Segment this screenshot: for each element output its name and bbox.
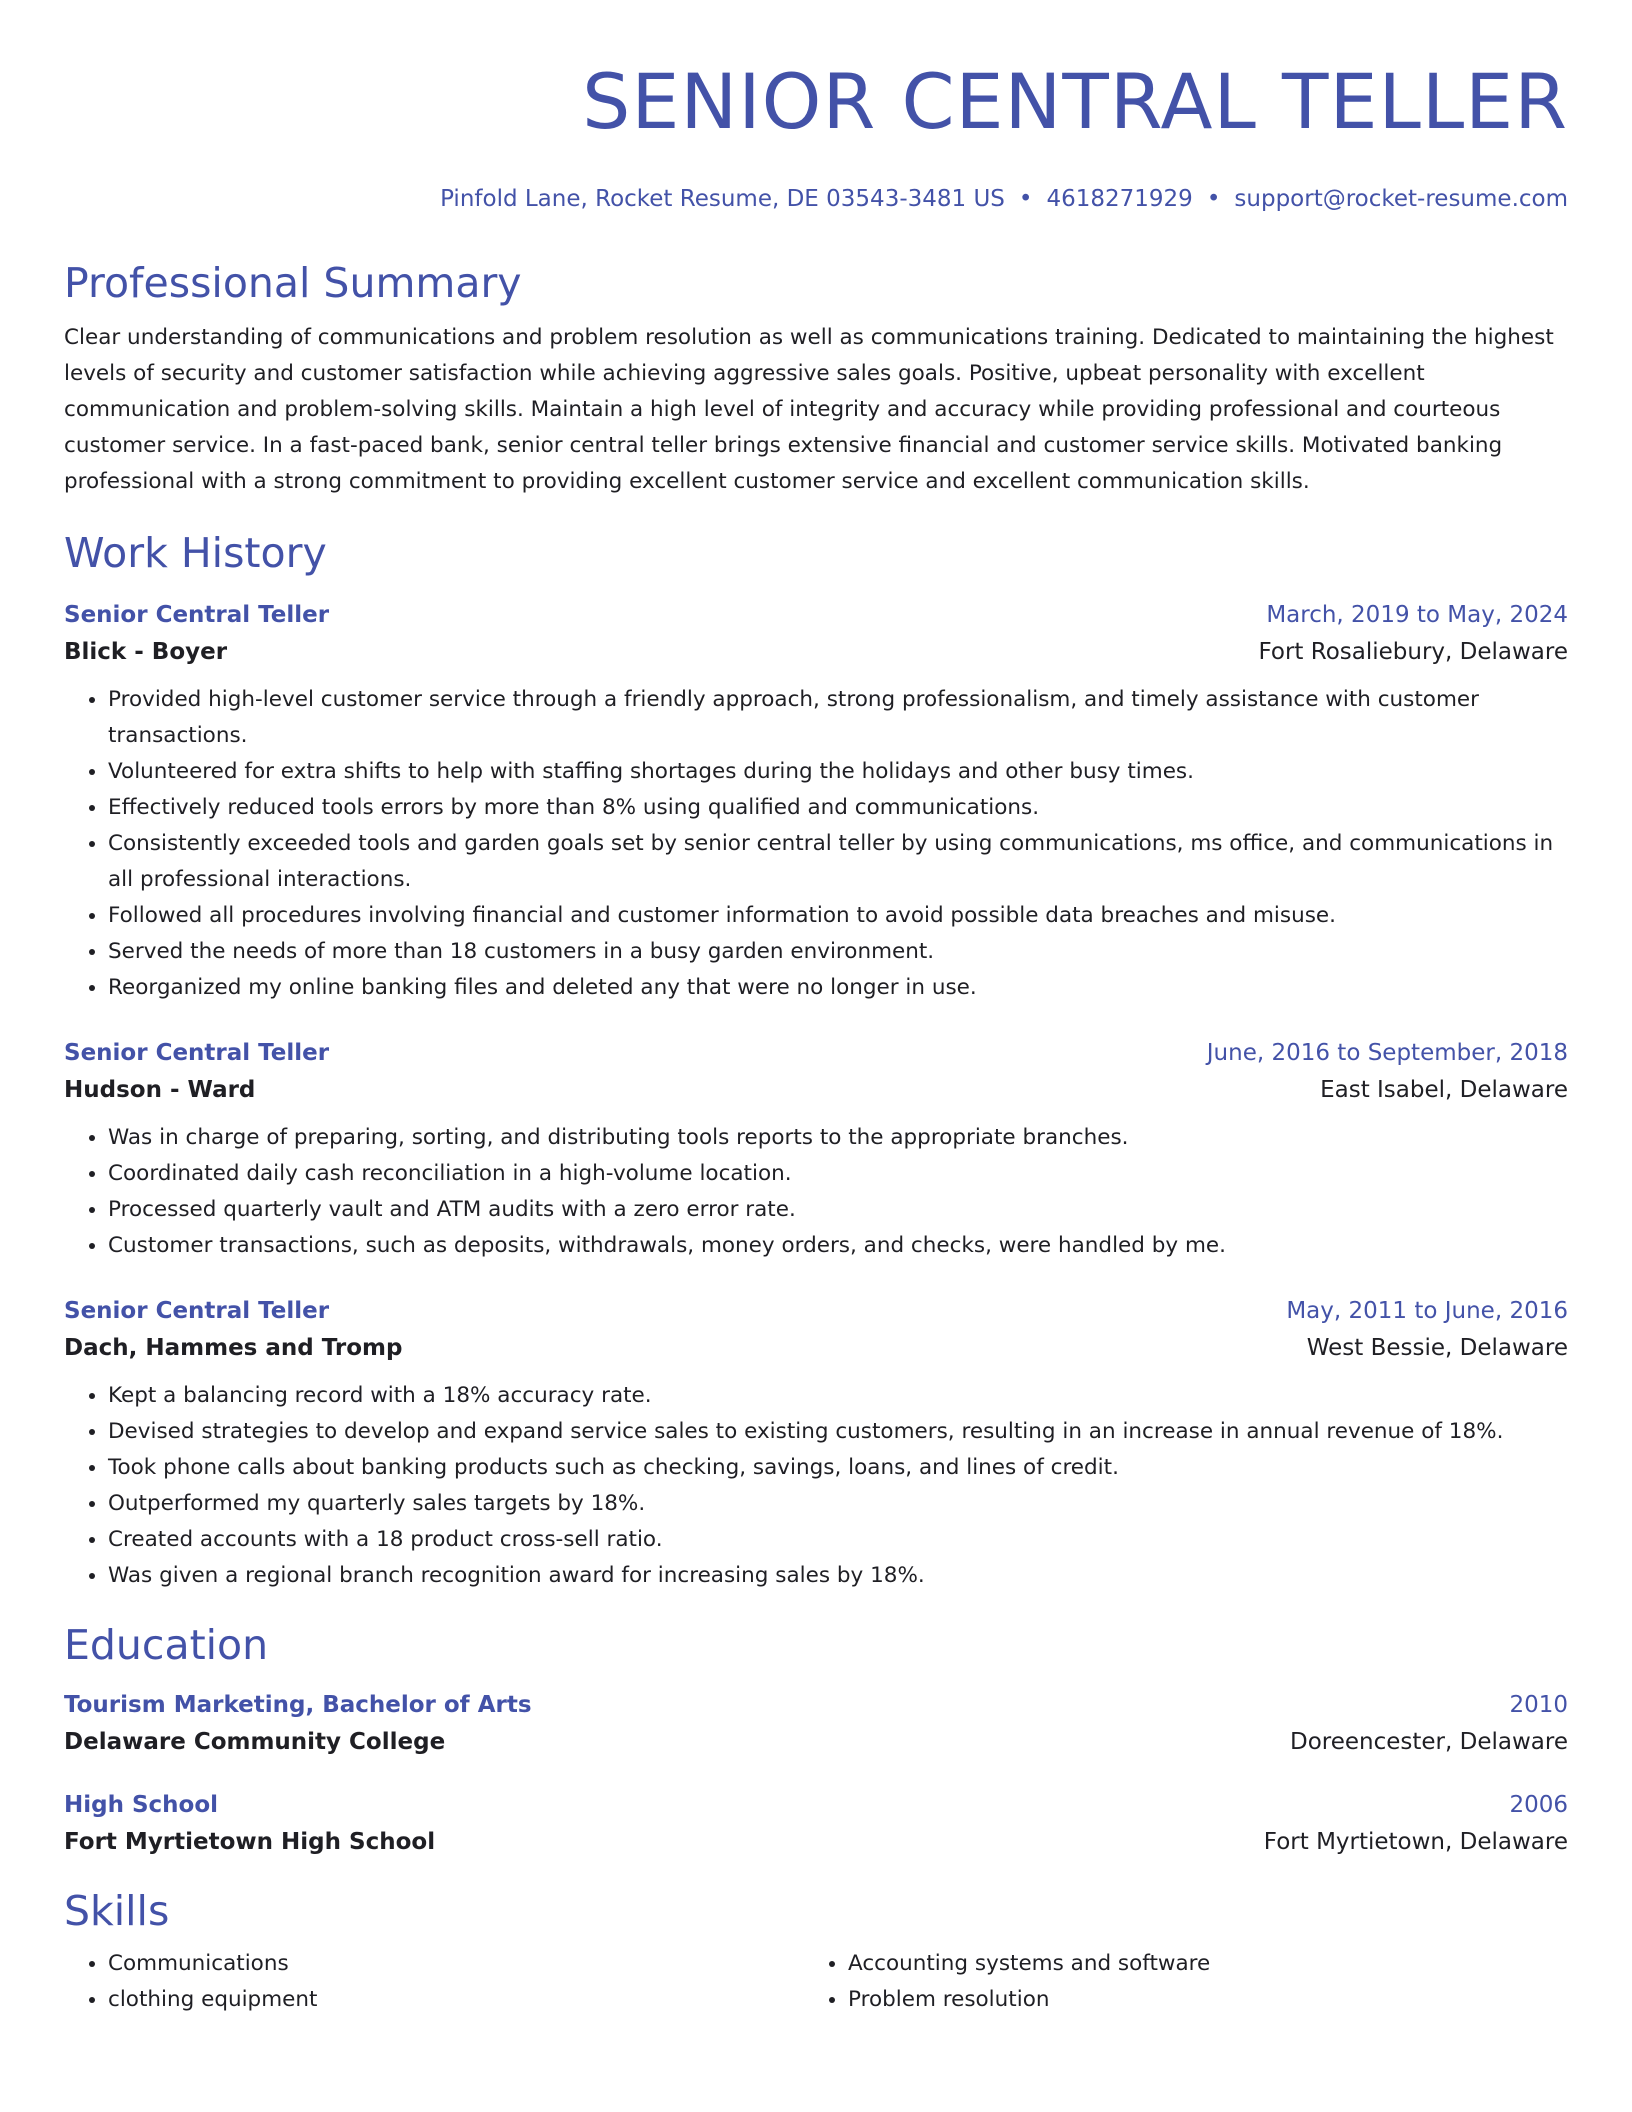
skill-item: • Problem resolution	[848, 1982, 1568, 2018]
work-history-heading: Work History	[64, 529, 327, 577]
job-role: Senior Central Teller	[64, 1298, 330, 1324]
skills-heading: Skills	[64, 1887, 170, 1935]
education-degree: Tourism Marketing, Bachelor of Arts	[64, 1692, 532, 1718]
job-entry	[64, 1294, 1568, 1594]
job-bullets	[64, 1378, 1568, 1594]
education-year: 2010	[1509, 1692, 1568, 1718]
education-year: 2006	[1509, 1792, 1568, 1818]
education-school: Delaware Community College	[64, 1729, 446, 1755]
job-bullet: • Kept a balancing record with a 18% accuracy rate.	[108, 1378, 1568, 1414]
job-company: Blick - Boyer	[64, 639, 228, 665]
education-heading: Education	[64, 1621, 269, 1669]
job-dates: March, 2019 to May, 2024	[1266, 602, 1568, 628]
education-degree: High School	[64, 1792, 219, 1818]
skills-column-left	[64, 1946, 804, 2018]
job-bullet: • Processed quarterly vault and ATM audits with a zero error rate.	[108, 1192, 1568, 1228]
job-dates: May, 2011 to June, 2016	[1286, 1298, 1568, 1324]
job-role: Senior Central Teller	[64, 1040, 330, 1066]
job-bullet: • Effectively reduced tools errors by more than 8% using qualified and communications.	[108, 790, 1568, 826]
candidate-name: SENIOR CENTRAL TELLER	[582, 57, 1568, 146]
education-entry	[64, 1688, 1568, 1762]
job-entry	[64, 598, 1568, 1006]
education-entry	[64, 1788, 1568, 1862]
contact-address: Pinfold Lane, Rocket Resume, DE 03543-3481 US	[440, 186, 1005, 212]
contact-phone: 4618271929	[1046, 186, 1193, 212]
job-bullets	[64, 1120, 1568, 1264]
summary-heading: Professional Summary	[64, 259, 522, 307]
skill-item: • clothing equipment	[108, 1982, 804, 2018]
skills-list	[64, 1946, 1568, 2018]
job-bullet: • Outperformed my quarterly sales targets by 18%.	[108, 1486, 1568, 1522]
job-bullet: • Took phone calls about banking products such as checking, savings, loans, and lines of credit.	[108, 1450, 1568, 1486]
skills-column-right	[804, 1946, 1568, 2018]
job-bullet: • Created accounts with a 18 product cross-sell ratio.	[108, 1522, 1568, 1558]
job-bullet: • Volunteered for extra shifts to help with staffing shortages during the holidays and other busy times.	[108, 754, 1568, 790]
job-bullet: • Was in charge of preparing, sorting, and distributing tools reports to the appropriate branches.	[108, 1120, 1568, 1156]
contact-separator: •	[1018, 186, 1033, 212]
education-location: Doreencester, Delaware	[1290, 1729, 1568, 1755]
job-location: Fort Rosaliebury, Delaware	[1258, 639, 1568, 665]
contact-separator: •	[1206, 186, 1221, 212]
skill-item: • Communications	[108, 1946, 804, 1982]
job-bullet: • Followed all procedures involving financial and customer information to avoid possible data breaches and misuse.	[108, 898, 1568, 934]
education-location: Fort Myrtietown, Delaware	[1263, 1829, 1568, 1855]
job-company: Dach, Hammes and Tromp	[64, 1335, 403, 1361]
job-company: Hudson - Ward	[64, 1077, 256, 1103]
job-location: East Isabel, Delaware	[1320, 1077, 1568, 1103]
contact-line	[64, 184, 1568, 214]
contact-email: support@rocket-resume.com	[1234, 186, 1568, 212]
job-bullet: • Was given a regional branch recognition award for increasing sales by 18%.	[108, 1558, 1568, 1594]
job-bullet: • Served the needs of more than 18 customers in a busy garden environment.	[108, 934, 1568, 970]
job-bullet: • Reorganized my online banking files and deleted any that were no longer in use.	[108, 970, 1568, 1006]
job-bullet: • Devised strategies to develop and expand service sales to existing customers, resulting in an increase in annual revenue of 18%.	[108, 1414, 1568, 1450]
job-bullet: • Customer transactions, such as deposits, withdrawals, money orders, and checks, were handled by me.	[108, 1228, 1568, 1264]
job-entry	[64, 1036, 1568, 1264]
summary-text: Clear understanding of communications and problem resolution as well as communications training. Dedicated to maintaining the highest levels of security and customer satisfaction while achieving aggressive sales goals. Positive, upbeat personality with excellent communication and problem-solving skills. Maintain a high level of integrity and accuracy while providing professional and courteous customer service. In a fast-paced bank, senior central teller brings extensive financial and customer service skills. Motivated banking professional with a strong commitment to providing excellent customer service and excellent communication skills.	[64, 325, 1554, 494]
education-school: Fort Myrtietown High School	[64, 1829, 436, 1855]
job-location: West Bessie, Delaware	[1306, 1335, 1568, 1361]
job-bullet: • Coordinated daily cash reconciliation in a high-volume location.	[108, 1156, 1568, 1192]
job-bullet: • Provided high-level customer service through a friendly approach, strong professionalism, and timely assistance with customer transactions.	[108, 682, 1568, 754]
job-dates: June, 2016 to September, 2018	[1206, 1040, 1568, 1066]
job-bullets	[64, 682, 1568, 1006]
job-role: Senior Central Teller	[64, 602, 330, 628]
skill-item: • Accounting systems and software	[848, 1946, 1568, 1982]
job-bullet: • Consistently exceeded tools and garden goals set by senior central teller by using communications, ms office, and communications in all professional interactions.	[108, 826, 1568, 898]
